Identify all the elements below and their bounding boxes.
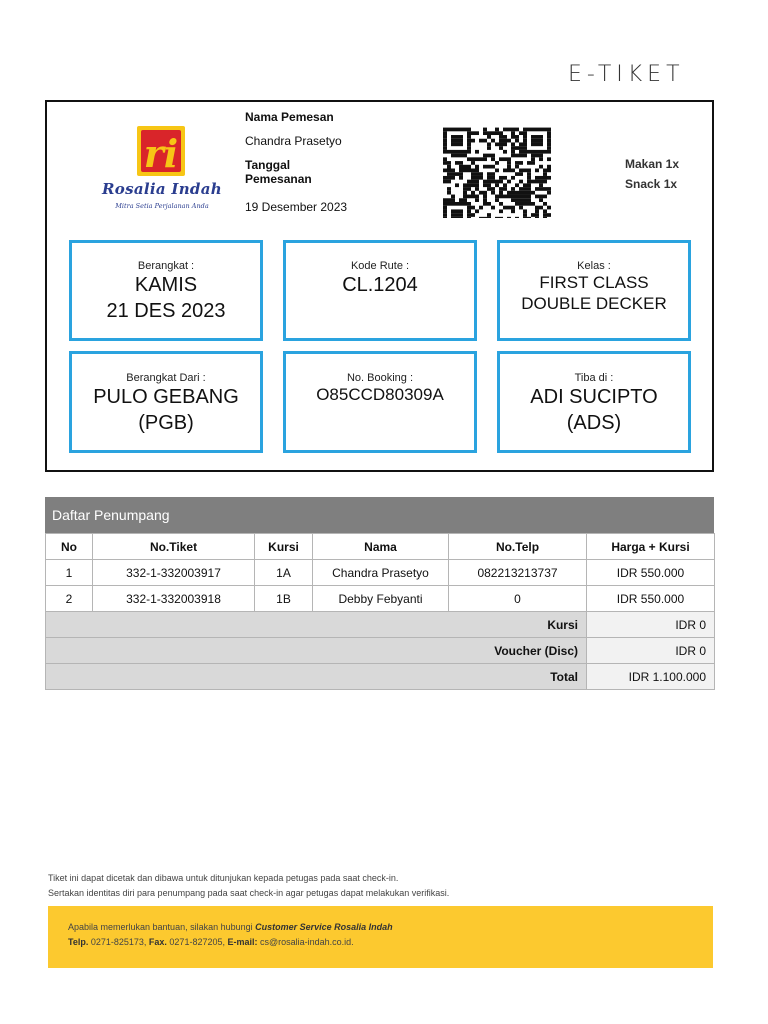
note-line: Sertakan identitas diri para penumpang pada saat check-in agar petugas dapat melakukan verifikasi. (48, 888, 450, 898)
route-code: CL.1204 (342, 274, 418, 296)
booking-date: 19 Desember 2023 (245, 200, 348, 214)
summary-row-seat (46, 612, 715, 638)
meal-count: Makan 1x (625, 157, 680, 171)
class-line2: DOUBLE DECKER (521, 294, 667, 313)
route-label: Kode Rute : (350, 260, 410, 272)
logo-name: Rosalia Indah (102, 180, 222, 198)
column-header: Nama (313, 534, 449, 560)
table-cell: Debby Febyanti (313, 586, 449, 612)
class-box (497, 240, 691, 341)
table-cell: 332-1-332003917 (93, 560, 255, 586)
booking-box (283, 351, 477, 453)
route-box (283, 240, 477, 341)
table-header-row (46, 534, 715, 560)
logo-mark: ri (143, 131, 179, 176)
passenger-list (45, 497, 714, 690)
ticket-notes (48, 871, 449, 901)
booking-code: O85CCD80309A (316, 385, 444, 404)
cs-email[interactable]: cs@rosalia-indah.co.id. (257, 937, 354, 947)
summary-label: Total (46, 664, 587, 690)
table-cell: 0 (449, 586, 587, 612)
class-line1: FIRST CLASS (539, 273, 649, 292)
booker-name-label: Nama Pemesan (245, 110, 334, 124)
summary-row-voucher (46, 638, 715, 664)
departure-day: KAMIS (134, 274, 198, 296)
cs-email-label: E-mail: (227, 937, 258, 947)
cs-fax-label: Fax. (148, 937, 167, 947)
booking-date-label (245, 158, 435, 186)
departure-date: 21 DES 2023 (106, 300, 226, 322)
destination-box (497, 351, 691, 453)
origin-box (69, 351, 263, 453)
table-cell: 1 (46, 560, 93, 586)
cs-telp: 0271-825173, (88, 937, 149, 947)
note-line: Tiket ini dapat dicetak dan dibawa untuk ditunjukan kepada petugas pada saat check-in. (48, 873, 399, 883)
summary-value: IDR 0 (587, 638, 715, 664)
summary-value: IDR 1.100.000 (587, 664, 715, 690)
column-header: No (46, 534, 93, 560)
table-cell: 082213213737 (449, 560, 587, 586)
cs-intro: Apabila memerlukan bantuan, silakan hubungi (68, 922, 256, 932)
origin-name: PULO GEBANG (93, 386, 239, 408)
table-cell: Chandra Prasetyo (313, 560, 449, 586)
table-cell: 1A (255, 560, 313, 586)
column-header: Kursi (255, 534, 313, 560)
table-cell: IDR 550.000 (587, 560, 715, 586)
cs-contact-line (68, 935, 713, 950)
summary-label: Voucher (Disc) (46, 638, 587, 664)
departure-box (69, 240, 263, 341)
table-cell: 1B (255, 586, 313, 612)
booking-date-label-line2: Pemesanan (245, 172, 312, 186)
origin-label: Berangkat Dari : (126, 372, 206, 384)
table-cell: IDR 550.000 (587, 586, 715, 612)
qr-code (443, 122, 551, 218)
passenger-list-title: Daftar Penumpang (45, 497, 714, 533)
table-row (46, 560, 715, 586)
booker-info (245, 110, 435, 214)
cs-name: Customer Service Rosalia Indah (255, 922, 393, 932)
summary-row-total (46, 664, 715, 690)
column-header: No.Tiket (93, 534, 255, 560)
booker-name: Chandra Prasetyo (245, 134, 342, 148)
cs-intro-line (68, 920, 713, 935)
table-row (46, 586, 715, 612)
departure-label: Berangkat : (137, 260, 195, 272)
company-logo (97, 124, 227, 224)
cs-fax: 0271-827205, (166, 937, 228, 947)
destination-name: ADI SUCIPTO (530, 386, 658, 408)
ticket-card (45, 100, 714, 472)
snack-count: Snack 1x (625, 177, 678, 191)
summary-value: IDR 0 (587, 612, 715, 638)
passenger-table (45, 533, 715, 690)
column-header: No.Telp (449, 534, 587, 560)
cs-telp-label: Telp. (68, 937, 89, 947)
column-header: Harga + Kursi (587, 534, 715, 560)
destination-code: (ADS) (566, 412, 622, 434)
meal-info (625, 154, 679, 194)
booking-date-label-line1: Tanggal (245, 158, 291, 172)
logo-tagline: Mitra Setia Perjalanan Anda (115, 202, 209, 210)
summary-label: Kursi (46, 612, 587, 638)
booking-label: No. Booking : (346, 372, 414, 384)
class-label: Kelas : (577, 260, 611, 272)
destination-label: Tiba di : (574, 372, 614, 384)
customer-service-bar (48, 906, 713, 968)
origin-code: (PGB) (138, 412, 194, 434)
table-cell: 332-1-332003918 (93, 586, 255, 612)
table-cell: 2 (46, 586, 93, 612)
eticket-title: E-TIKET (568, 62, 685, 87)
